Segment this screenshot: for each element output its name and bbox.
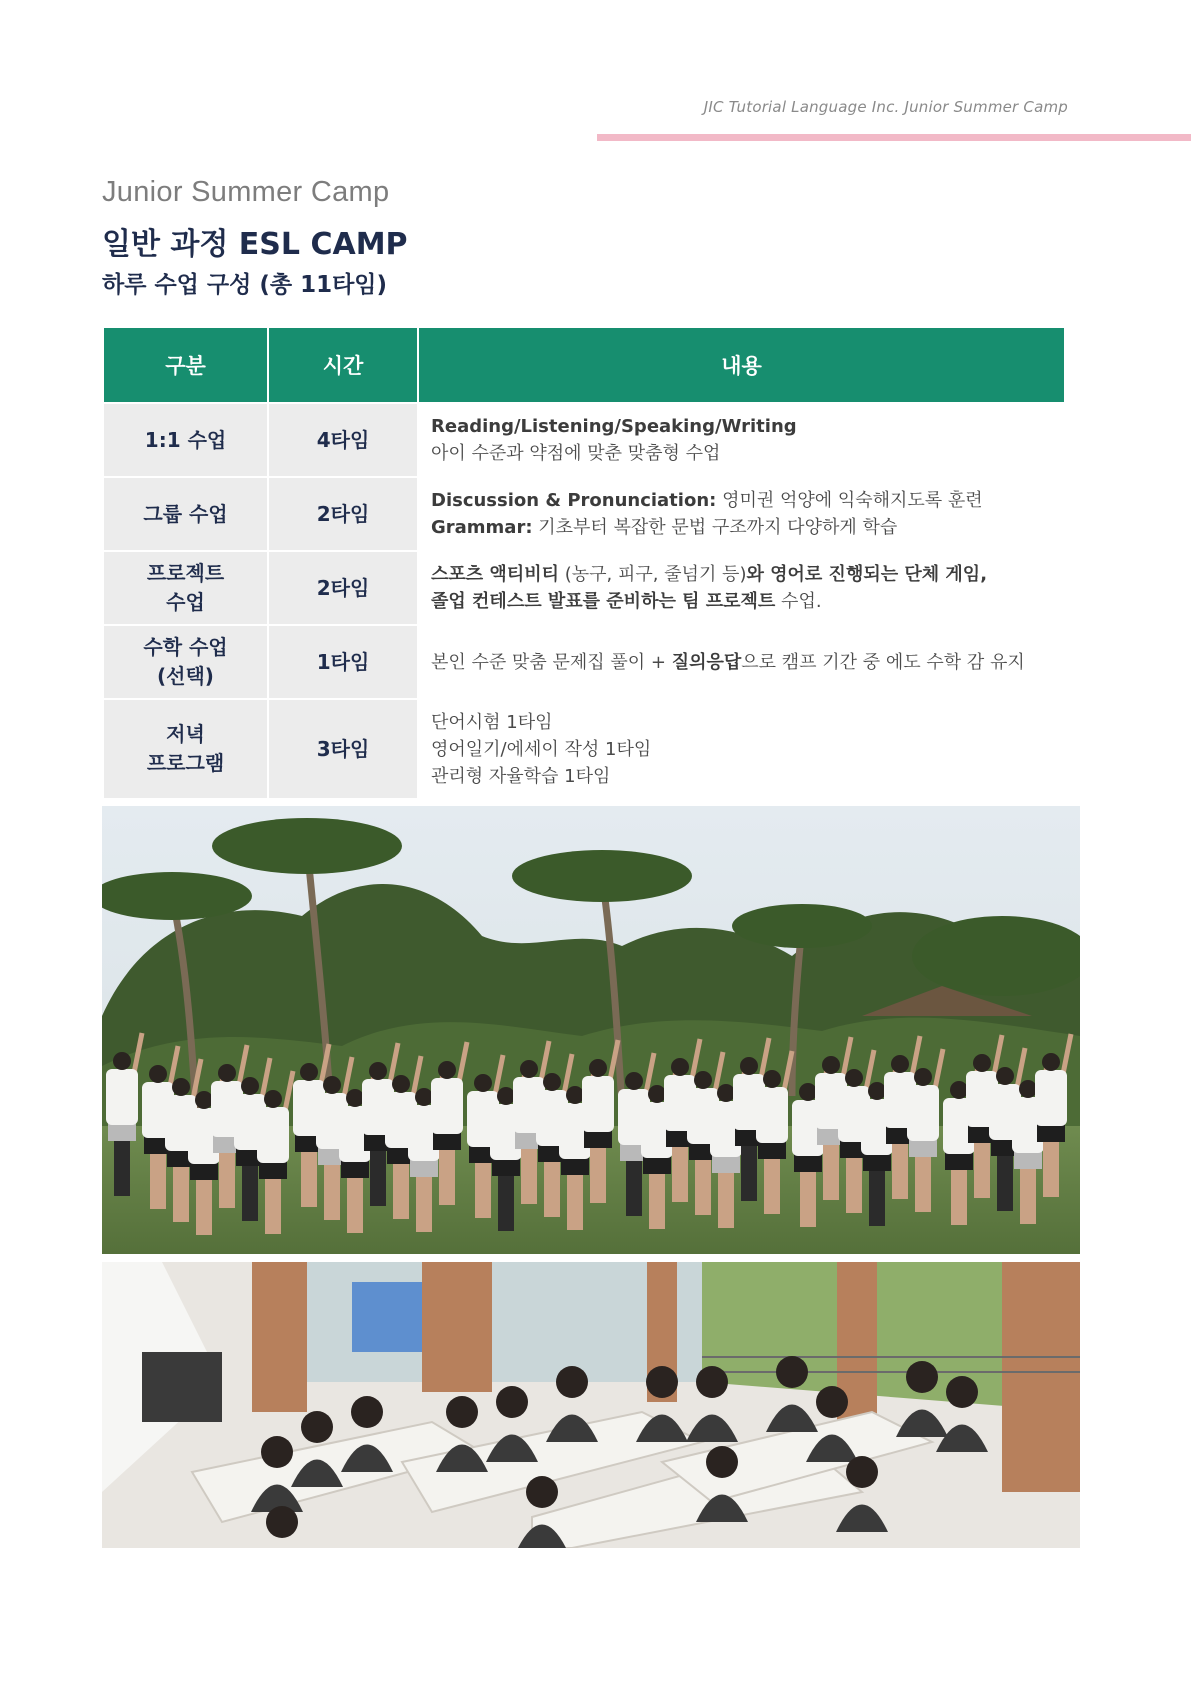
content-bold-text: Reading/Listening/Speaking/Writing <box>431 416 797 437</box>
category-line: (선택) <box>157 664 214 688</box>
content-bold-text: 질의응답 <box>671 651 742 673</box>
table-row <box>104 478 1064 552</box>
row-category <box>104 552 267 626</box>
content-text: 아이 수준과 약점에 맞춘 맞춤형 수업 <box>431 443 721 464</box>
content-bold-text: 와 영어로 진행되는 단체 게임, <box>746 564 988 585</box>
row-time: 4타임 <box>269 404 417 478</box>
table-header-row <box>104 328 1064 404</box>
content-line <box>431 736 1063 763</box>
category-line: 1:1 수업 <box>144 427 227 452</box>
content-text: 본인 수준 맞춤 문제집 풀이 + <box>431 651 672 673</box>
category-line: 그룹 수업 <box>143 501 228 526</box>
row-category <box>104 700 267 800</box>
running-header: JIC Tutorial Language Inc. Junior Summer Camp <box>703 98 1068 116</box>
content-bold-text: 졸업 컨테스트 발표를 준비하는 팀 프로젝트 <box>431 591 776 612</box>
content-line <box>431 413 1063 440</box>
table-row <box>104 404 1064 478</box>
table-row <box>104 552 1064 626</box>
classroom-photo <box>102 1262 1080 1548</box>
content-text: 관리형 자율학습 1타임 <box>431 765 611 787</box>
row-time: 3타임 <box>269 700 417 800</box>
category-line: 프로그램 <box>146 751 225 775</box>
content-text: 영미권 억양에 익숙해지도록 훈련 <box>716 490 983 511</box>
row-time: 1타임 <box>269 626 417 700</box>
content-bold-text: Grammar: <box>431 517 533 538</box>
row-time: 2타임 <box>269 478 417 552</box>
table-body <box>104 404 1064 800</box>
column-header-content: 내용 <box>419 328 1064 404</box>
column-header-time: 시간 <box>269 328 417 404</box>
outdoor-group-photo <box>102 806 1080 1254</box>
page-title: 일반 과정 ESL CAMP <box>102 227 408 262</box>
content-text: 영어일기/에세이 작성 1타임 <box>431 738 652 760</box>
content-line <box>431 649 1063 676</box>
table-row <box>104 626 1064 700</box>
category-line: 수학 수업 <box>143 635 228 659</box>
row-content <box>419 626 1064 700</box>
category-line: 프로젝트 <box>146 561 225 585</box>
content-line <box>431 440 1063 467</box>
content-text: 단어시험 1타임 <box>431 711 553 733</box>
content-line <box>431 588 1063 615</box>
header-accent-rule <box>597 134 1191 141</box>
content-line <box>431 514 1063 541</box>
category-line: 수업 <box>166 590 205 614</box>
content-line <box>431 561 1063 588</box>
content-text: 으로 캠프 기간 중 에도 수학 감 유지 <box>741 651 1025 673</box>
content-line <box>431 709 1063 736</box>
content-text: (농구, 피구, 줄넘기 등) <box>558 564 747 585</box>
content-bold-text: 스포츠 액티비티 <box>431 564 559 585</box>
content-line <box>431 763 1063 790</box>
column-header-category: 구분 <box>104 328 267 404</box>
row-content <box>419 478 1064 552</box>
row-category <box>104 404 267 478</box>
row-content <box>419 552 1064 626</box>
category-line: 저녁 <box>166 722 205 746</box>
content-text: 기초부터 복잡한 문법 구조까지 다양하게 학습 <box>532 517 898 538</box>
row-category <box>104 626 267 700</box>
content-line <box>431 487 1063 514</box>
row-category <box>104 478 267 552</box>
content-bold-text: Discussion & Pronunciation: <box>431 490 717 511</box>
daily-schedule-table <box>102 328 1066 800</box>
row-content <box>419 404 1064 478</box>
row-time: 2타임 <box>269 552 417 626</box>
content-text: 수업. <box>775 591 822 612</box>
table-row <box>104 700 1064 800</box>
page-subtitle: Junior Summer Camp <box>102 176 390 208</box>
row-content <box>419 700 1064 800</box>
daily-structure-heading: 하루 수업 구성 (총 11타임) <box>102 272 388 298</box>
